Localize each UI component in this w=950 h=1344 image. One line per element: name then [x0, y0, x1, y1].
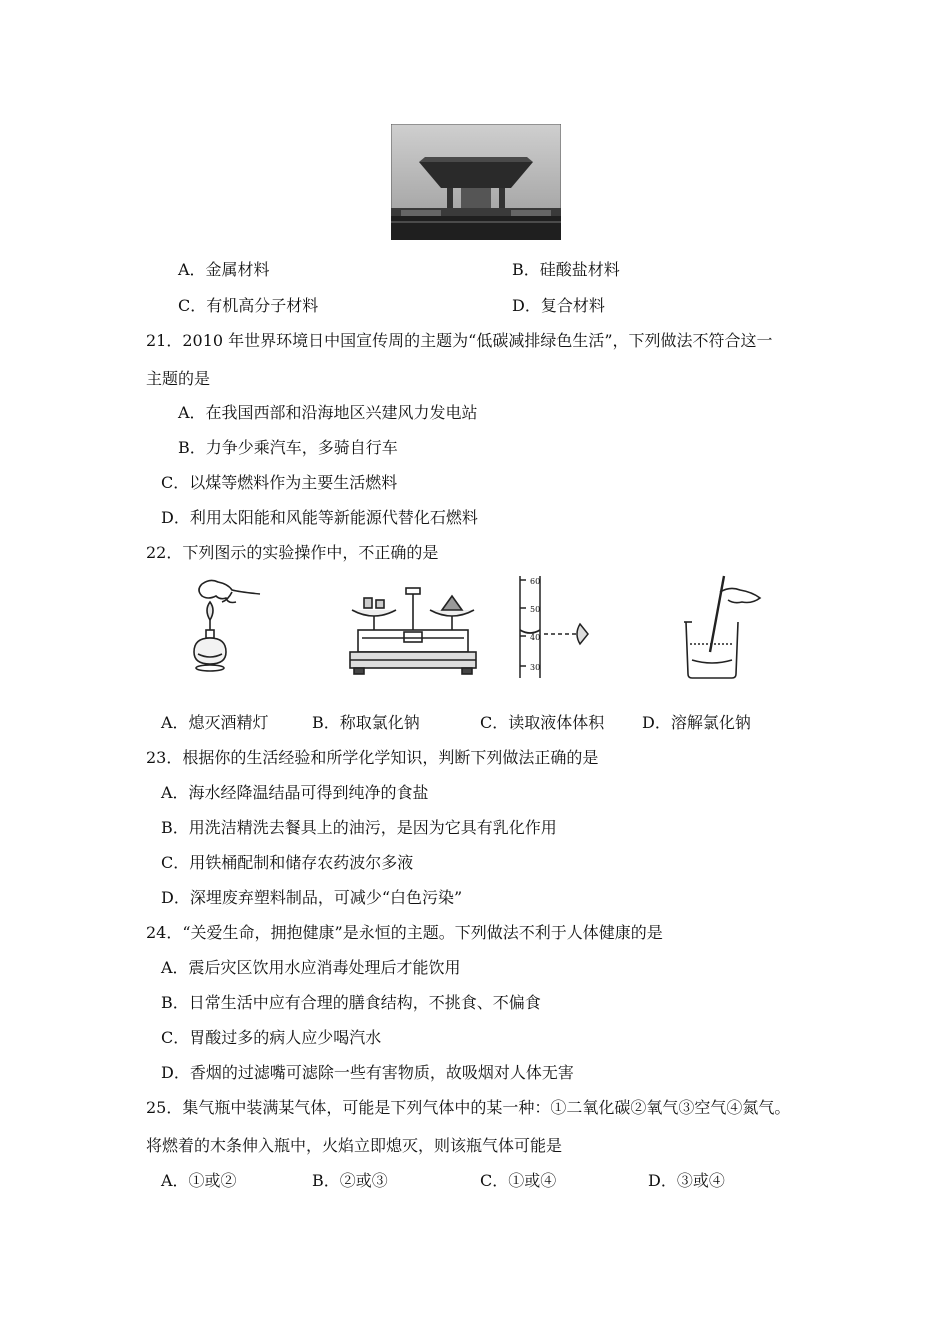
q24-stem: 24．“关爱生命，拥抱健康”是永恒的主题。下列做法不利于人体健康的是: [146, 923, 663, 942]
alcohol-lamp-figure: [180, 574, 270, 682]
cylinder-tick-30: 30: [530, 663, 541, 672]
q25-option-d[interactable]: D．③或④: [648, 1171, 725, 1190]
q20-option-a[interactable]: A．金属材料: [178, 260, 270, 279]
q21-option-b[interactable]: B．力争少乘汽车，多骑自行车: [178, 438, 398, 457]
q23-option-c[interactable]: C．用铁桶配制和储存农药波尔多液: [161, 853, 414, 872]
q25-option-c[interactable]: C．①或④: [480, 1171, 557, 1190]
q24-option-b[interactable]: B．日常生活中应有合理的膳食结构，不挑食、不偏食: [161, 993, 541, 1012]
q22-option-b[interactable]: B．称取氯化钠: [312, 713, 420, 732]
q20-option-c[interactable]: C．有机高分子材料: [178, 296, 319, 315]
q21-stem-line2: 主题的是: [146, 369, 211, 388]
q20-option-d[interactable]: D．复合材料: [512, 296, 605, 315]
q24-option-d[interactable]: D．香烟的过滤嘴可滤除一些有害物质，故吸烟对人体无害: [161, 1063, 574, 1082]
china-pavilion-photo: [391, 124, 561, 240]
q21-stem-line1: 21．2010 年世界环境日中国宣传周的主题为“低碳减排绿色生活”，下列做法不符合这一: [146, 331, 773, 350]
q25-stem-line1: 25．集气瓶中装满某气体，可能是下列气体中的某一种：①二氧化碳②氧气③空气④氮气。: [146, 1098, 791, 1117]
q23-stem: 23．根据你的生活经验和所学化学知识，判断下列做法正确的是: [146, 748, 599, 767]
beaker-stirring-figure: [680, 574, 770, 682]
q22-option-c[interactable]: C．读取液体体积: [480, 713, 605, 732]
cylinder-tick-60: 60: [530, 577, 541, 586]
q24-option-c[interactable]: C．胃酸过多的病人应少喝汽水: [161, 1028, 382, 1047]
graduated-cylinder-figure: [510, 574, 600, 682]
q23-option-d[interactable]: D．深埋废弃塑料制品，可减少“白色污染”: [161, 888, 463, 907]
q23-option-a[interactable]: A．海水经降温结晶可得到纯净的食盐: [161, 783, 429, 802]
q25-option-a[interactable]: A．①或②: [161, 1171, 237, 1190]
q22-stem: 22．下列图示的实验操作中，不正确的是: [146, 543, 439, 562]
q22-option-a[interactable]: A．熄灭酒精灯: [161, 713, 269, 732]
cylinder-tick-40: 40: [530, 633, 541, 642]
q25-stem-line2: 将燃着的木条伸入瓶中，火焰立即熄灭，则该瓶气体可能是: [146, 1136, 563, 1155]
q21-option-a[interactable]: A．在我国西部和沿海地区兴建风力发电站: [178, 403, 478, 422]
q25-option-b[interactable]: B．②或③: [312, 1171, 388, 1190]
q21-option-d[interactable]: D．利用太阳能和风能等新能源代替化石燃料: [161, 508, 478, 527]
q22-option-d[interactable]: D．溶解氯化钠: [642, 713, 751, 732]
cylinder-tick-50: 50: [530, 605, 541, 614]
q21-option-c[interactable]: C．以煤等燃料作为主要生活燃料: [161, 473, 398, 492]
q24-option-a[interactable]: A．震后灾区饮用水应消毒处理后才能饮用: [161, 958, 461, 977]
q20-option-b[interactable]: B．硅酸盐材料: [512, 260, 620, 279]
balance-figure: [348, 574, 478, 682]
q23-option-b[interactable]: B．用洗洁精洗去餐具上的油污，是因为它具有乳化作用: [161, 818, 557, 837]
